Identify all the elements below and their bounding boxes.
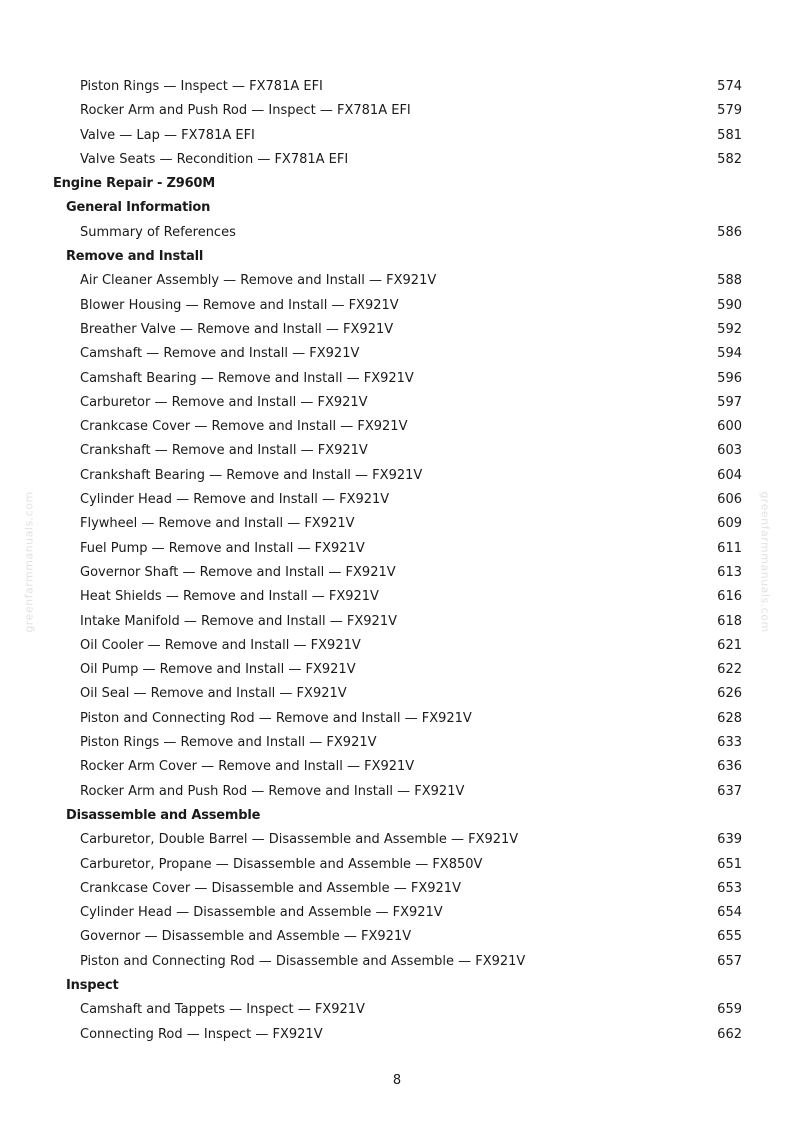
toc-entry-page-number: 662: [717, 1026, 742, 1042]
toc-entry-title: Oil Cooler — Remove and Install — FX921V: [80, 637, 361, 653]
toc-entry-title: Crankshaft Bearing — Remove and Install — FX921V: [80, 467, 423, 483]
toc-entry-title: Camshaft — Remove and Install — FX921V: [80, 346, 360, 362]
toc-entry-title: Camshaft and Tappets — Inspect — FX921V: [80, 1002, 365, 1018]
toc-entry: [0, 75, 794, 99]
toc-entry-page-number: 586: [717, 224, 742, 240]
toc-entry-page-number: 628: [717, 710, 742, 726]
toc-entry-title: Rocker Arm and Push Rod — Remove and Install — FX921V: [80, 783, 465, 799]
toc-entry-title: Piston and Connecting Rod — Remove and Install — FX921V: [80, 710, 472, 726]
toc-entry-page-number: 588: [717, 273, 742, 289]
toc-entry: [0, 998, 794, 1022]
toc-entry-page-number: 616: [717, 589, 742, 605]
toc-entry-page-number: 574: [717, 79, 742, 94]
toc-entry: [0, 634, 794, 658]
toc-entry-title: Carburetor — Remove and Install — FX921V: [80, 394, 368, 410]
toc-entry-page-number: 653: [717, 880, 742, 896]
toc-entry-page-number: 613: [717, 564, 742, 580]
toc-entry-title: Oil Pump — Remove and Install — FX921V: [80, 662, 356, 678]
toc-entry-page-number: 651: [717, 856, 742, 872]
toc-entry-title: General Information: [66, 200, 211, 216]
toc-entry-page-number: 590: [717, 297, 742, 313]
toc-entry: [0, 610, 794, 634]
toc-entry-title: Governor Shaft — Remove and Install — FX921V: [80, 564, 396, 580]
toc-entry-title: Fuel Pump — Remove and Install — FX921V: [80, 540, 365, 556]
toc-entry: [0, 294, 794, 318]
toc-entry-title: Flywheel — Remove and Install — FX921V: [80, 516, 355, 532]
toc-entry-title: Blower Housing — Remove and Install — FX921V: [80, 297, 399, 313]
toc-entry-title: Governor — Disassemble and Assemble — FX921V: [80, 929, 412, 945]
toc-entry-title: Air Cleaner Assembly — Remove and Install — FX921V: [80, 273, 437, 289]
toc-entry-title: Engine Repair - Z960M: [53, 176, 216, 192]
toc-entry-title: Valve — Lap — FX781A EFI: [80, 127, 255, 143]
toc-entry-page-number: 657: [717, 953, 742, 969]
toc-entry-title: Heat Shields — Remove and Install — FX921V: [80, 589, 379, 605]
toc-entry: [0, 488, 794, 512]
toc-entry-page-number: 621: [717, 637, 742, 653]
toc-section-heading: [0, 196, 794, 220]
toc-entry-title: Intake Manifold — Remove and Install — FX921V: [80, 613, 397, 629]
toc-entry-title: Valve Seats — Recondition — FX781A EFI: [80, 151, 349, 167]
toc-entry-page-number: 603: [717, 443, 742, 459]
toc-entry-page-number: 655: [717, 929, 742, 945]
toc-entry: [0, 269, 794, 293]
toc-entry-title: Piston Rings — Remove and Install — FX921V: [80, 735, 377, 751]
toc-entry-page-number: 611: [717, 540, 742, 556]
toc-entry-title: Breather Valve — Remove and Install — FX921V: [80, 321, 394, 337]
toc-entry: [0, 221, 794, 245]
toc-entry: [0, 342, 794, 366]
toc-entry: [0, 561, 794, 585]
toc-entry: [0, 415, 794, 439]
watermark-left: greenfarmmanuals.com: [22, 491, 36, 633]
toc-entry-page-number: 654: [717, 905, 742, 921]
toc-chapter-heading: [0, 172, 794, 196]
toc-entry-title: Crankcase Cover — Disassemble and Assemble — FX921V: [80, 880, 461, 896]
toc-entry: [0, 124, 794, 148]
toc-entry-page-number: 639: [717, 832, 742, 848]
toc-entry-page-number: 582: [717, 151, 742, 167]
toc-entry-page-number: 594: [717, 346, 742, 362]
toc-entry-page-number: 604: [717, 467, 742, 483]
toc-entry-page-number: 606: [717, 492, 742, 508]
toc-entry: [0, 731, 794, 755]
toc-entry: [0, 464, 794, 488]
toc-entry: [0, 901, 794, 925]
toc-entry: [0, 828, 794, 852]
toc-entry-title: Piston Rings — Inspect — FX781A EFI: [80, 79, 323, 94]
toc-entry-title: Disassemble and Assemble: [66, 807, 261, 823]
toc-entry-page-number: 596: [717, 370, 742, 386]
toc-entry: [0, 925, 794, 949]
toc-section-heading: [0, 245, 794, 269]
toc-entry-page-number: 633: [717, 735, 742, 751]
toc-entry-title: Cylinder Head — Remove and Install — FX921V: [80, 492, 390, 508]
toc-entry-page-number: 600: [717, 419, 742, 435]
toc-entry-title: Summary of References: [80, 224, 236, 240]
toc-entry-title: Rocker Arm Cover — Remove and Install — FX921V: [80, 759, 415, 775]
toc-section-heading: [0, 804, 794, 828]
toc-entry-title: Carburetor, Propane — Disassemble and Assemble — FX850V: [80, 856, 483, 872]
toc-entry-title: Piston and Connecting Rod — Disassemble and Assemble — FX921V: [80, 953, 526, 969]
toc-entry-page-number: 609: [717, 516, 742, 532]
toc-entry: [0, 950, 794, 974]
toc-entry: [0, 707, 794, 731]
toc-entry-page-number: 592: [717, 321, 742, 337]
toc-entry: [0, 537, 794, 561]
toc-entry-page-number: 659: [717, 1002, 742, 1018]
toc-entry-page-number: 636: [717, 759, 742, 775]
toc-entry: [0, 585, 794, 609]
toc-entry-title: Cylinder Head — Disassemble and Assemble — FX921V: [80, 905, 443, 921]
toc-entry-title: Rocker Arm and Push Rod — Inspect — FX781A EFI: [80, 103, 411, 119]
toc-entry-page-number: 581: [717, 127, 742, 143]
toc-entry-page-number: 618: [717, 613, 742, 629]
toc-entry: [0, 367, 794, 391]
toc-entry: [0, 682, 794, 706]
toc-entry-page-number: 622: [717, 662, 742, 678]
toc-entry: [0, 658, 794, 682]
toc-entry: [0, 780, 794, 804]
toc-entry-page-number: 579: [717, 103, 742, 119]
toc-entry: [0, 877, 794, 901]
toc-entry-title: Oil Seal — Remove and Install — FX921V: [80, 686, 347, 702]
page-number: 8: [392, 1073, 402, 1088]
toc-entry-title: Carburetor, Double Barrel — Disassemble and Assemble — FX921V: [80, 832, 519, 848]
toc-entry-page-number: 637: [717, 783, 742, 799]
toc-entry-page-number: 626: [717, 686, 742, 702]
toc-entry: [0, 439, 794, 463]
toc-entry-title: Remove and Install: [66, 249, 204, 265]
toc-section-heading: [0, 974, 794, 998]
toc-entry: [0, 318, 794, 342]
toc-entry-title: Camshaft Bearing — Remove and Install — FX921V: [80, 370, 414, 386]
toc-entry: [0, 755, 794, 779]
toc-entry: [0, 512, 794, 536]
watermark-right: greenfarmmanuals.com: [758, 491, 772, 633]
toc-entry-title: Crankcase Cover — Remove and Install — FX921V: [80, 419, 408, 435]
toc-entry: [0, 1023, 794, 1047]
toc-entry-title: Connecting Rod — Inspect — FX921V: [80, 1026, 323, 1042]
toc-entry-page-number: 597: [717, 394, 742, 410]
table-of-contents: [0, 75, 794, 1047]
toc-entry: [0, 99, 794, 123]
toc-entry: [0, 391, 794, 415]
toc-entry: [0, 853, 794, 877]
toc-entry-title: Inspect: [66, 977, 119, 993]
toc-entry: [0, 148, 794, 172]
toc-entry-title: Crankshaft — Remove and Install — FX921V: [80, 443, 368, 459]
